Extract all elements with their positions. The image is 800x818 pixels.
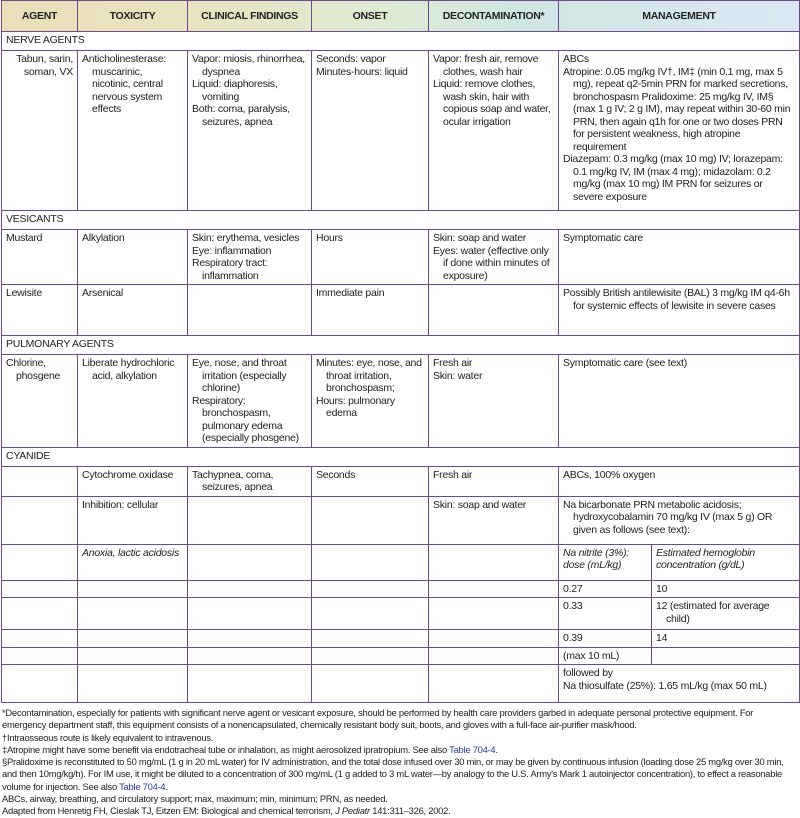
cell-line: Eye: inflammation bbox=[192, 244, 272, 257]
footnote-text: Adapted from Henretig FH, Cieslak TJ, Eitzen EM: Biological and chemical terrorism, bbox=[2, 805, 336, 817]
management-cell bbox=[559, 544, 652, 580]
management-cell bbox=[559, 51, 800, 211]
agent-cell bbox=[2, 496, 78, 544]
management-secondary-cell bbox=[652, 598, 800, 630]
clinical-findings-cell bbox=[188, 598, 312, 630]
table-row bbox=[2, 665, 800, 703]
table-row bbox=[2, 598, 800, 630]
onset-cell bbox=[312, 598, 429, 630]
cell-line: Diazepam: 0.3 mg/kg (max 10 mg) IV; lorazepam: 0.1 mg/kg IV, IM (max 4 mg); midazolam: 0.2 mg/kg (max 10 mg) IM PRN for seizures or severe exposure bbox=[563, 153, 783, 203]
section-title: VESICANTS bbox=[2, 211, 800, 230]
cell-line: Respiratory tract: inflammation bbox=[192, 257, 268, 282]
toxicity-cell bbox=[78, 466, 188, 496]
management-cell bbox=[559, 665, 800, 703]
cell-line: Hours: pulmonary edema bbox=[316, 394, 395, 419]
cell-line: ABCs, 100% oxygen bbox=[563, 468, 656, 481]
cell-line: Possibly British antilewisite (BAL) 3 mg/kg IM q4-6h for systemic effects of lewisite in severe cases bbox=[563, 287, 790, 312]
cell-line: Atropine: 0.05 mg/kg IV†, IM‡ (min 0.1 mg, max 5 mg), repeat q2-5min PRN for marked secretions, bronchospasm Pralidoxime: 25 mg/kg IV, IM§ (max 1 g IV; 2 g IM), may repeat within 30-60 min PRN, then again q1h for one or two doses PRN for persistent weakness, high atropine requirement bbox=[563, 65, 791, 153]
agent-cell bbox=[2, 51, 78, 211]
column-header: AGENT bbox=[2, 1, 78, 32]
onset-cell bbox=[312, 355, 429, 448]
footnote-text: . bbox=[165, 780, 168, 792]
footnotes bbox=[0, 703, 800, 818]
agent-cell bbox=[2, 580, 78, 598]
toxicity-cell bbox=[78, 647, 188, 665]
cell-line: Na thiosulfate (25%): 1.65 mL/kg (max 50 mL) bbox=[563, 679, 767, 692]
cell-line: Symptomatic care (see text) bbox=[563, 357, 687, 369]
onset-cell bbox=[312, 665, 429, 703]
agent-cell bbox=[2, 630, 78, 648]
cell-line: Eyes: water (effective only if done within minutes of exposure) bbox=[433, 244, 550, 282]
section-header-row bbox=[2, 447, 800, 466]
table-row bbox=[2, 580, 800, 598]
section-header-row bbox=[2, 211, 800, 230]
cell-line: Chlorine, phosgene bbox=[6, 357, 61, 382]
cell-line: 14 bbox=[656, 632, 668, 644]
decontamination-cell bbox=[429, 598, 559, 630]
table-link[interactable]: Table 704-4 bbox=[449, 743, 496, 755]
decontamination-cell bbox=[429, 466, 559, 496]
clinical-findings-cell bbox=[188, 51, 312, 211]
cell-line: Tabun, sarin, soman, VX bbox=[16, 53, 73, 78]
clinical-findings-cell bbox=[188, 665, 312, 703]
footnote bbox=[2, 707, 798, 732]
clinical-findings-cell bbox=[188, 647, 312, 665]
table-row bbox=[2, 466, 800, 496]
toxicity-cell bbox=[78, 285, 188, 336]
cell-line: Seconds: vapor bbox=[316, 53, 386, 65]
cell-line: ABCs bbox=[563, 53, 589, 65]
clinical-findings-cell bbox=[188, 544, 312, 580]
decontamination-cell bbox=[429, 647, 559, 665]
cell-line: Fresh air bbox=[433, 468, 473, 481]
cell-line: Vapor: fresh air, remove clothes, wash hair bbox=[433, 53, 539, 78]
management-cell bbox=[559, 598, 652, 630]
decontamination-cell bbox=[429, 285, 559, 336]
cell-line: Seconds bbox=[316, 468, 356, 481]
cell-line: Liquid: remove clothes, wash skin, hair with copious soap and water, ocular irrigation bbox=[433, 78, 551, 128]
table-row bbox=[2, 285, 800, 336]
agent-cell bbox=[2, 355, 78, 448]
footnote-text: . bbox=[495, 743, 498, 755]
decontamination-cell bbox=[429, 544, 559, 580]
toxicity-cell bbox=[78, 598, 188, 630]
table-row bbox=[2, 544, 800, 580]
cell-line: Skin: soap and water bbox=[433, 232, 527, 244]
management-cell bbox=[559, 230, 800, 285]
section-header-row bbox=[2, 32, 800, 51]
footnote bbox=[2, 805, 798, 817]
decontamination-cell bbox=[429, 665, 559, 703]
cell-line: 0.39 bbox=[563, 632, 583, 644]
footnote-text: †Intraosseous route is likely equivalent to intravenous. bbox=[2, 731, 214, 743]
clinical-findings-cell bbox=[188, 285, 312, 336]
toxicity-cell bbox=[78, 230, 188, 285]
cell-line: Liquid: diaphoresis, vomiting bbox=[192, 78, 278, 103]
column-header: CLINICAL FINDINGS bbox=[188, 1, 312, 32]
clinical-findings-cell bbox=[188, 355, 312, 448]
cell-line: Na bicarbonate PRN metabolic acidosis; hydroxycobalamin 70 mg/kg IV (max 5 g) OR given as follows (see text): bbox=[563, 498, 773, 536]
onset-cell bbox=[312, 230, 429, 285]
cell-line: Mustard bbox=[6, 232, 43, 244]
agent-cell bbox=[2, 285, 78, 336]
cell-line: Immediate pain bbox=[316, 287, 385, 299]
footnote-text: ABCs, airway, breathing, and circulatory support; max, maximum; min, minimum; PRN, as needed. bbox=[2, 793, 388, 805]
decontamination-cell bbox=[429, 355, 559, 448]
management-secondary-cell bbox=[652, 580, 800, 598]
onset-cell bbox=[312, 51, 429, 211]
section-title: NERVE AGENTS bbox=[2, 32, 800, 51]
column-header: DECONTAMINATION* bbox=[429, 1, 559, 32]
cell-line: Lewisite bbox=[6, 287, 42, 299]
toxicity-cell bbox=[78, 355, 188, 448]
management-cell bbox=[559, 355, 800, 448]
footnote bbox=[2, 744, 798, 756]
footnote-text: *Decontamination, especially for patients with significant nerve agent or vesicant exposure, should be performed by health care providers garbed in adequate personal protective equipment. For emergency department staff, this equipment consists of a nonencapsulated, chemically resistant body suit, boots, and gloves with a full-face air-purifier mask/hood. bbox=[2, 707, 754, 731]
toxicity-cell bbox=[78, 496, 188, 544]
section-header-row bbox=[2, 336, 800, 355]
decontamination-cell bbox=[429, 580, 559, 598]
table-link[interactable]: Table 704-4 bbox=[119, 780, 166, 792]
management-cell bbox=[559, 466, 800, 496]
cell-line: Anoxia, lactic acidosis bbox=[82, 546, 179, 559]
column-header: ONSET bbox=[312, 1, 429, 32]
toxicity-cell bbox=[78, 51, 188, 211]
agent-cell bbox=[2, 466, 78, 496]
cell-line: Anticholinesterase: muscarinic, nicotinic, central nervous system effects bbox=[82, 53, 166, 115]
cell-line: Liberate hydrochloric acid, alkylation bbox=[82, 357, 175, 382]
cell-line: followed by bbox=[563, 667, 613, 679]
agent-cell bbox=[2, 647, 78, 665]
footnote-text: 141:311–326, 2002. bbox=[369, 805, 451, 817]
cell-line: (max 10 mL) bbox=[563, 649, 620, 662]
clinical-findings-cell bbox=[188, 630, 312, 648]
cell-line: Arsenical bbox=[82, 287, 123, 299]
toxicity-cell bbox=[78, 580, 188, 598]
cell-line: Skin: erythema, vesicles bbox=[192, 232, 300, 244]
cell-line: Tachypnea, coma, seizures, apnea bbox=[192, 468, 274, 493]
cell-line: Skin: water bbox=[433, 369, 483, 382]
table-row bbox=[2, 355, 800, 448]
cell-line: 10 bbox=[656, 582, 668, 595]
management-secondary-cell bbox=[652, 544, 800, 580]
onset-cell bbox=[312, 647, 429, 665]
table-row bbox=[2, 647, 800, 665]
cell-line: Alkylation bbox=[82, 232, 125, 244]
toxicity-cell bbox=[78, 630, 188, 648]
footnote-text: §Pralidoxime is reconstituted to 50 mg/mL (1 g in 20 mL water) for IV administration, and the total dose infused over 30 min, or may be given by continuous infusion (loading dose 25 mg/kg over 30 min, and then 10mg/kg/h). For IM use, it might be diluted to a concentration of 300 mg/mL (1 g added to 3 mL water—by analogy to the U.S. Army's Mark 1 autoinjector concentration), to effect a reasonable volume for injection. See also bbox=[2, 756, 784, 792]
management-secondary-cell bbox=[652, 647, 800, 665]
column-header: MANAGEMENT bbox=[559, 1, 800, 32]
cell-line: Symptomatic care bbox=[563, 232, 644, 244]
section-title: PULMONARY AGENTS bbox=[2, 336, 800, 355]
onset-cell bbox=[312, 285, 429, 336]
cell-line: Fresh air bbox=[433, 357, 473, 369]
footnote-text: ‡Atropine might have some benefit via endotracheal tube or inhalation, as might aerosolized ipratropium. See also bbox=[2, 743, 450, 755]
cell-line: Both: coma, paralysis, seizures, apnea bbox=[192, 103, 290, 128]
management-cell bbox=[559, 630, 652, 648]
decontamination-cell bbox=[429, 630, 559, 648]
footnote bbox=[2, 756, 798, 793]
cell-line: Cytochrome oxidase bbox=[82, 468, 174, 481]
table-row bbox=[2, 630, 800, 648]
cell-line: 0.27 bbox=[563, 582, 583, 595]
management-cell bbox=[559, 496, 800, 544]
cell-line: Hours bbox=[316, 232, 343, 244]
onset-cell bbox=[312, 466, 429, 496]
clinical-findings-cell bbox=[188, 466, 312, 496]
cell-line: Skin: soap and water bbox=[433, 498, 527, 511]
decontamination-cell bbox=[429, 496, 559, 544]
table-row bbox=[2, 51, 800, 211]
cell-line: Inhibition: cellular bbox=[82, 498, 159, 511]
clinical-findings-cell bbox=[188, 496, 312, 544]
table-header-row bbox=[2, 1, 800, 32]
management-cell bbox=[559, 647, 652, 665]
section-title: CYANIDE bbox=[2, 447, 800, 466]
cell-line: Minutes: eye, nose, and throat irritation, bronchospasm; bbox=[316, 357, 422, 394]
onset-cell bbox=[312, 580, 429, 598]
cell-line: 0.33 bbox=[563, 600, 583, 612]
clinical-findings-cell bbox=[188, 580, 312, 598]
footnote bbox=[2, 732, 798, 744]
onset-cell bbox=[312, 544, 429, 580]
cell-line: Na nitrite (3%): dose (mL/kg) bbox=[563, 546, 630, 571]
cell-line: Vapor: miosis, rhinorrhea, dyspnea bbox=[192, 53, 305, 78]
onset-cell bbox=[312, 496, 429, 544]
management-secondary-cell bbox=[652, 630, 800, 648]
journal-name: J Pediatr bbox=[335, 805, 370, 817]
clinical-findings-cell bbox=[188, 230, 312, 285]
cell-line: Minutes-hours: liquid bbox=[316, 65, 408, 78]
agent-cell bbox=[2, 598, 78, 630]
column-header: TOXICITY bbox=[78, 1, 188, 32]
toxicity-cell bbox=[78, 665, 188, 703]
cell-line: Eye, nose, and throat irritation (especially chlorine) bbox=[192, 357, 287, 394]
cell-line: Respiratory: bronchospasm, pulmonary edema (especially phosgene) bbox=[192, 394, 299, 444]
management-cell bbox=[559, 580, 652, 598]
agent-cell bbox=[2, 544, 78, 580]
management-cell bbox=[559, 285, 800, 336]
table-row bbox=[2, 496, 800, 544]
decontamination-cell bbox=[429, 230, 559, 285]
cell-line: Estimated hemoglobin concentration (g/dL) bbox=[656, 546, 755, 571]
table-row bbox=[2, 230, 800, 285]
agent-cell bbox=[2, 230, 78, 285]
cell-line: 12 (estimated for average child) bbox=[656, 600, 770, 625]
onset-cell bbox=[312, 630, 429, 648]
toxicity-cell bbox=[78, 544, 188, 580]
agent-cell bbox=[2, 665, 78, 703]
decontamination-cell bbox=[429, 51, 559, 211]
chemical-agents-table bbox=[1, 0, 800, 703]
